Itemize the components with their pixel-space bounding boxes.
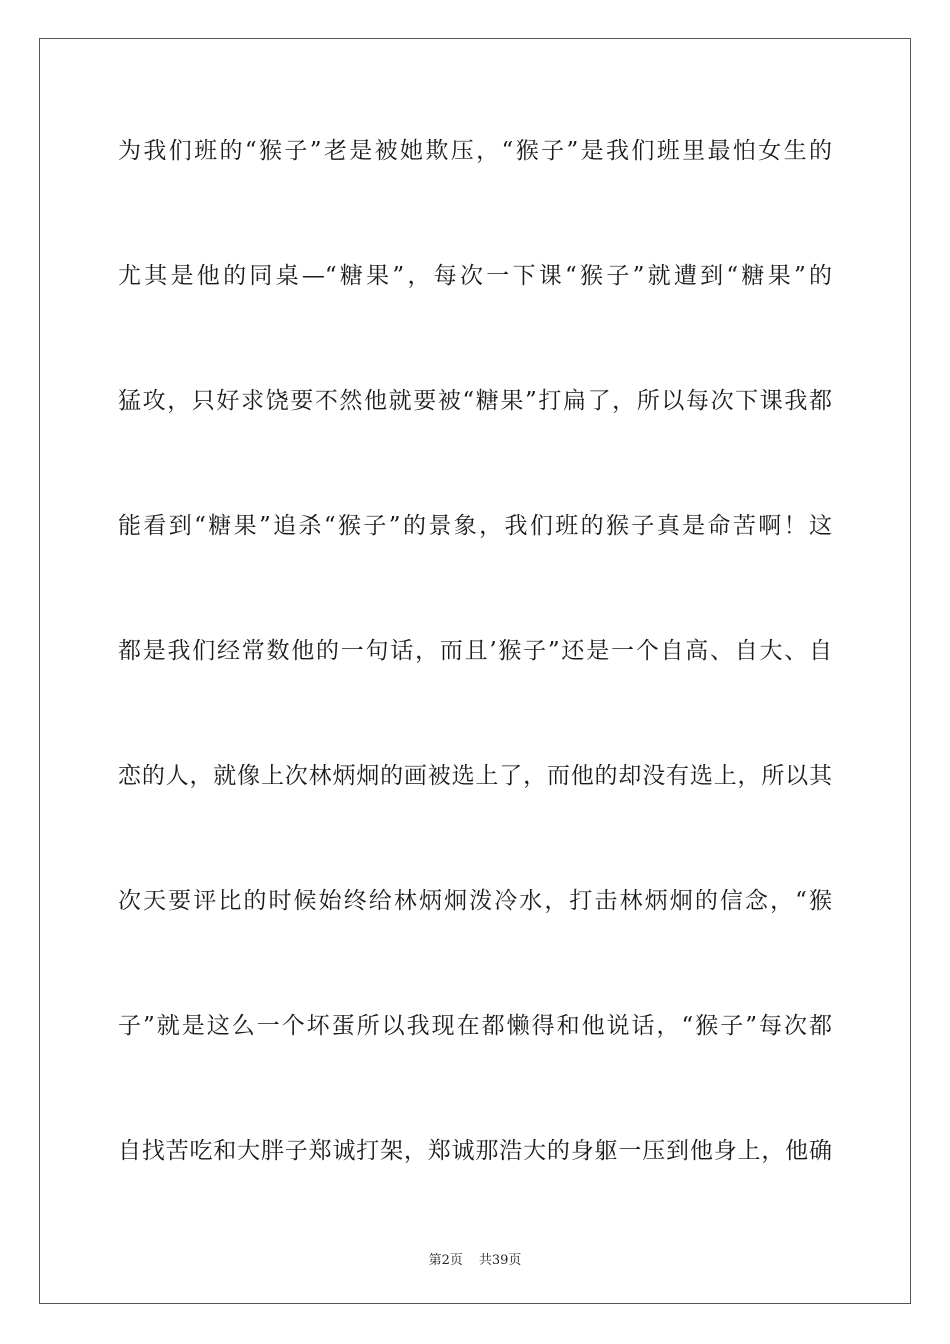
text-line-7: 次天要评比的时候始终给林炳炯泼冷水，打击林炳炯的信念，“猴 [118, 888, 832, 914]
text-line-1: 为我们班的“猴子”老是被她欺压，“猴子”是我们班里最怕女生的 [118, 138, 832, 164]
text-line-3: 猛攻，只好求饶要不然他就要被“糖果”打扁了，所以每次下课我都 [118, 388, 832, 414]
text-line-2: 尤其是他的同桌—“糖果”，每次一下课“猴子”就遭到“糖果”的 [118, 263, 832, 289]
text-line-5: 都是我们经常数他的一句话，而且’猴子”还是一个自高、自大、自 [118, 638, 832, 664]
text-line-6: 恋的人，就像上次林炳炯的画被选上了，而他的却没有选上，所以其 [118, 763, 832, 789]
text-line-4: 能看到“糖果”追杀“猴子”的景象，我们班的猴子真是命苦啊！这 [118, 513, 832, 539]
document-body [118, 128, 832, 1253]
page-total: 共39页 [478, 1253, 522, 1268]
text-line-9: 自找苦吃和大胖子郑诚打架，郑诚那浩大的身躯一压到他身上，他确 [118, 1138, 832, 1164]
page-footer [0, 1249, 950, 1268]
page-number: 第2页 [428, 1253, 463, 1268]
text-line-8: 子”就是这么一个坏蛋所以我现在都懒得和他说话，“猴子”每次都 [118, 1013, 832, 1039]
